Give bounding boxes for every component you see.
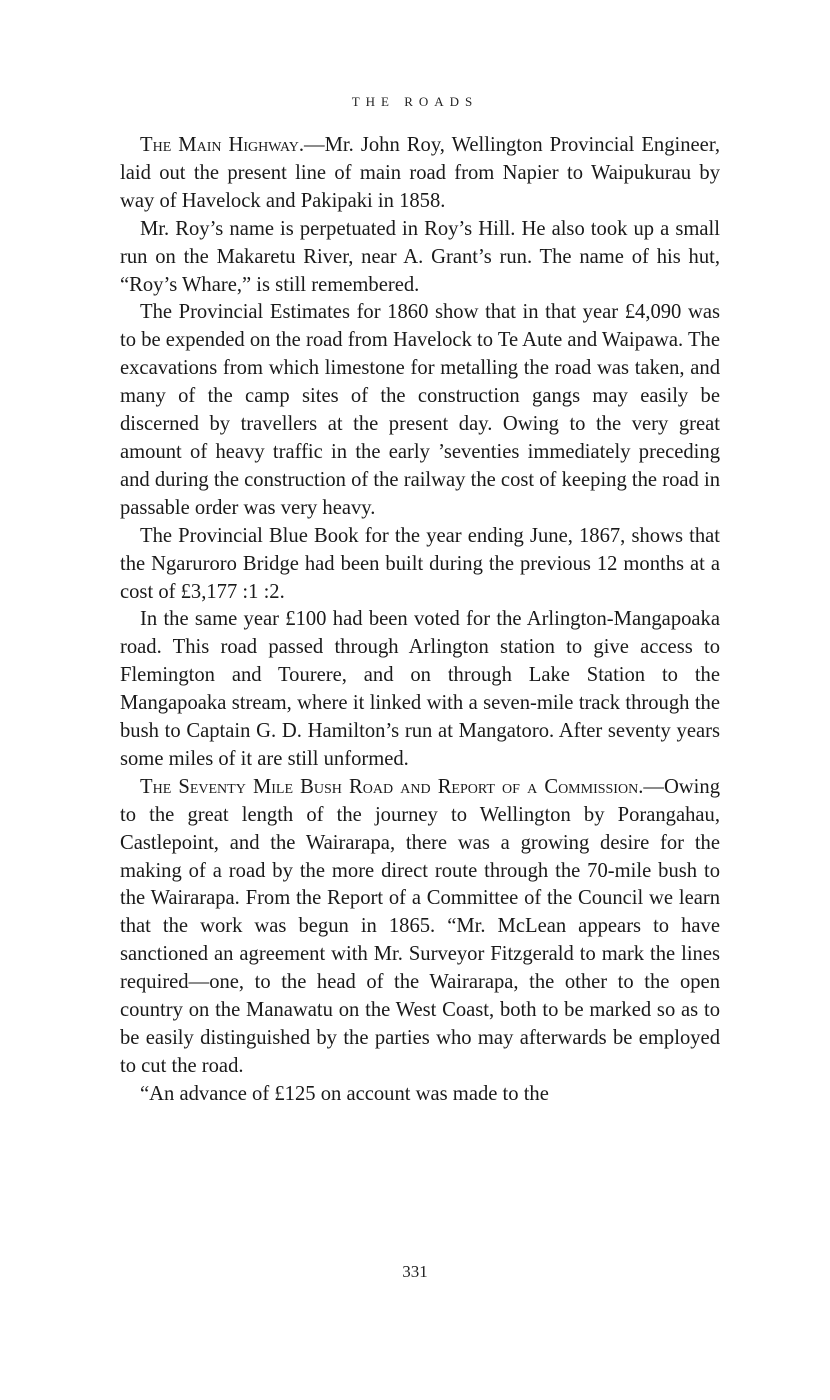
section-heading-main-highway: The Main Highway. [140, 134, 305, 156]
section-heading-seventy-mile-bush: The Seventy Mile Bush Road and Report of a Commission. [140, 775, 644, 798]
paragraph-text: The Provincial Blue Book for the year ending June, 1867, shows that the Ngaruroro Bridge had been built during the previous 12 months at a cost of £3,177 :1 :2. [120, 524, 720, 603]
paragraph-text: Mr. Roy’s name is perpetuated in Roy’s Hill. He also took up a small run on the Makaretu River, near A. Grant’s run. The name of his hut, “Roy’s Whare,” is still remembered. [120, 217, 720, 296]
body-text [120, 132, 720, 1109]
paragraph-text: —Mr. John Roy, Wellington Provincial Engineer, laid out the present line of main road from Napier to Waipukurau by way of Havelock and Pakipaki in 1858. [120, 134, 721, 212]
running-head: THE ROADS [351, 94, 479, 109]
paragraph-advance [120, 1081, 720, 1109]
paragraph-arlington-road [120, 606, 720, 773]
paragraph-roys-hill [120, 216, 720, 300]
paragraph-text: In the same year £100 had been voted for the Arlington-Mangapoaka road. This road passed through Arlington station to give access to Flemington and Tourere, and on through Lake Station to the Mangapoaka stream, where it linked with a seven-mile track through the bush to Captain G. D. Hamilton’s run at Mangatoro. After seventy years some miles of it are still unformed. [120, 608, 720, 770]
paragraph-seventy-mile-bush [120, 774, 720, 1081]
paragraph-estimates-1860 [120, 299, 720, 522]
paragraph-blue-book-1867 [120, 523, 720, 607]
paragraph-main-highway [120, 132, 720, 216]
paragraph-text: The Provincial Estimates for 1860 show that in that year £4,090 was to be expended on the road from Havelock to Te Aute and Waipawa. The excavations from which limestone for metalling the road was taken, and many of the camp sites of the construction gangs may easily be discerned by travellers at the present day. Owing to the very great amount of heavy traffic in the early ’seventies immediately preceding and during the construction of the railway the cost of keeping the road in passable order was very heavy. [120, 301, 720, 519]
page-number: 331 [402, 1262, 428, 1281]
paragraph-text: “An advance of £125 on account was made to the [140, 1082, 549, 1105]
paragraph-text: —Owing to the great length of the journey to Wellington by Porangahau, Castlepoint, and the Wairarapa, there was a growing desire for the making of a road by the more direct route through the 70-mile bush to the Wairarapa. From the Report of a Committee of the Council we learn that the work was begun in 1865. “Mr. McLean appears to have sanctioned an agreement with Mr. Surveyor Fitzgerald to mark the lines required—one, to the head of the Wairarapa, the other to the open country on the Manawatu on the West Coast, both to be marked so as to be easily distinguished by the parties who may afterwards be employed to cut the road. [120, 775, 720, 1077]
